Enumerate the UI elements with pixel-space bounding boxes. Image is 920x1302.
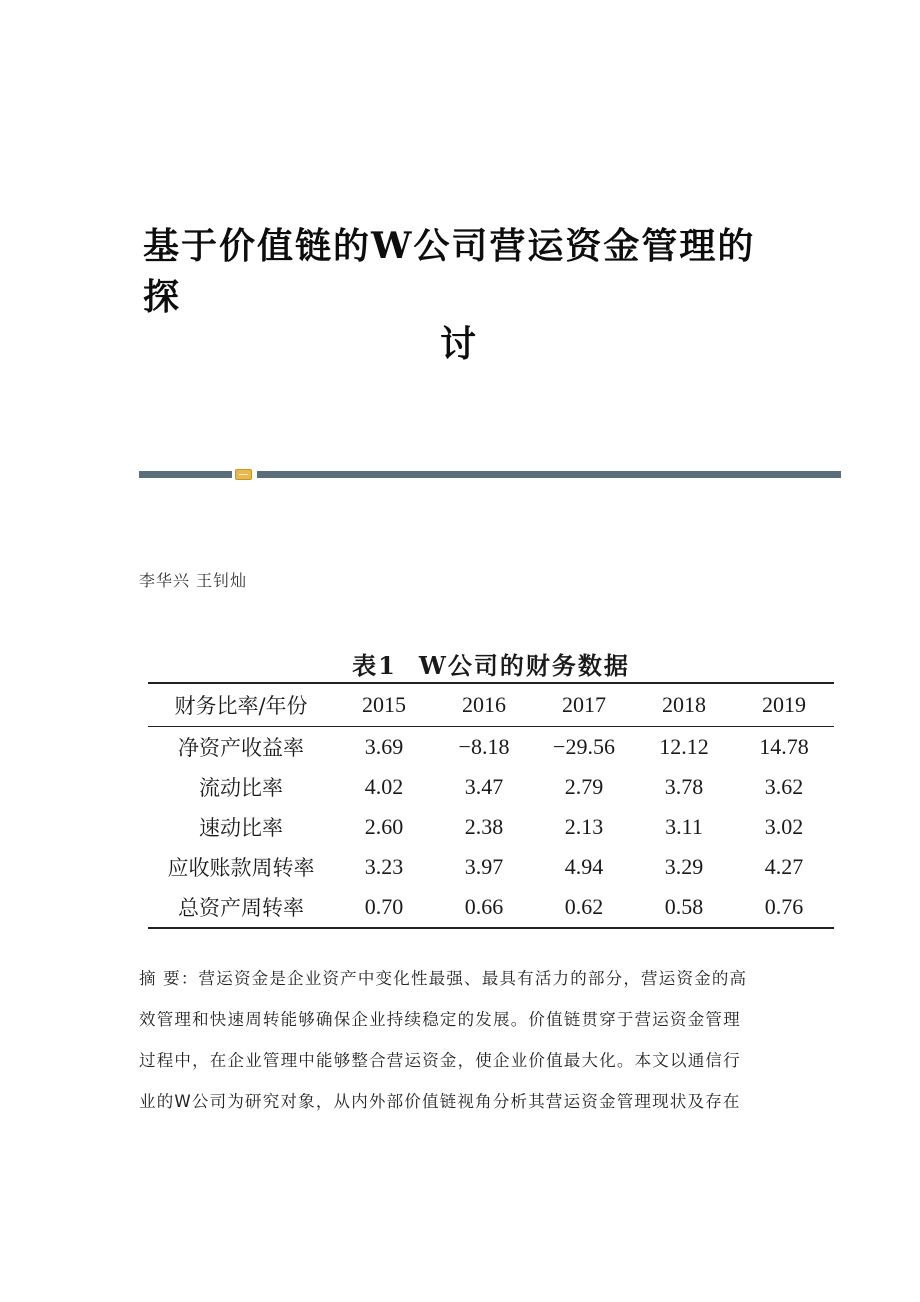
author-list: 李华兴 王钊灿 — [139, 571, 248, 590]
divider-ornament-icon — [235, 469, 252, 480]
table-cell: 12.12 — [659, 734, 709, 759]
table-cell: 2.79 — [564, 774, 604, 799]
financial-data-table — [148, 682, 834, 929]
abstract-line: 过程中，在企业管理中能够整合营运资金，使企业价值最大化。本文以通信行 — [139, 1051, 741, 1070]
table-cell: 4.94 — [564, 854, 604, 879]
table-cell: 3.69 — [364, 734, 404, 759]
table-header-row — [148, 683, 834, 727]
table-cell: 4.27 — [764, 854, 804, 879]
table-caption-label: 表1 — [352, 651, 397, 680]
table-row — [148, 767, 834, 807]
table-cell: 2.38 — [464, 814, 504, 839]
paper-title-line-2: 讨 — [440, 323, 479, 365]
table-row-label: 速动比率 — [199, 816, 283, 840]
table-cell: 0.58 — [664, 894, 704, 919]
table-cell: 3.62 — [764, 774, 804, 799]
table-cell: 3.11 — [665, 814, 703, 839]
table-caption-text: W公司的财务数据 — [418, 651, 630, 680]
table-row — [148, 887, 834, 928]
table-header-cell: 2019 — [762, 692, 806, 717]
table-cell: −8.18 — [458, 734, 510, 759]
abstract-line: 效管理和快速周转能够确保企业持续稳定的发展。价值链贯穿于营运资金管理 — [139, 1010, 741, 1029]
table-row — [148, 807, 834, 847]
table-row-label: 净资产收益率 — [178, 736, 304, 760]
table-row-label: 总资产周转率 — [178, 896, 304, 920]
table-cell: 4.02 — [364, 774, 404, 799]
table-cell: 0.66 — [464, 894, 504, 919]
table-header-cell: 2017 — [562, 692, 606, 717]
table-header-cell: 2015 — [362, 692, 406, 717]
table-cell: 3.47 — [464, 774, 504, 799]
table-cell: 0.62 — [564, 894, 604, 919]
table-cell: −29.56 — [553, 734, 615, 759]
abstract — [139, 964, 779, 1128]
abstract-line: 业的W公司为研究对象，从内外部价值链视角分析其营运资金管理现状及存在 — [139, 1092, 741, 1111]
table-cell: 3.23 — [364, 854, 404, 879]
table-cell: 0.76 — [764, 894, 804, 919]
table-caption — [148, 646, 834, 681]
table-cell: 2.60 — [364, 814, 404, 839]
table-cell: 0.70 — [364, 894, 404, 919]
table-cell: 14.78 — [759, 734, 809, 759]
title-divider-right — [257, 471, 841, 478]
title-divider-left — [139, 471, 232, 478]
table-row-label: 应收账款周转率 — [167, 856, 315, 880]
table-row — [148, 847, 834, 887]
table-header-cell: 2018 — [662, 692, 706, 717]
table-row-label: 流动比率 — [199, 776, 283, 800]
table-header-cell: 2016 — [462, 692, 506, 717]
table-cell: 2.13 — [564, 814, 604, 839]
abstract-line: 摘 要：营运资金是企业资产中变化性最强、最具有活力的部分，营运资金的高 — [139, 969, 748, 988]
table-cell: 3.78 — [664, 774, 704, 799]
paper-title-line-1: 基于价值链的W公司营运资金管理的探 — [143, 225, 756, 318]
table-row — [148, 727, 834, 768]
table-cell: 3.97 — [464, 854, 504, 879]
table-cell: 3.02 — [764, 814, 804, 839]
table-cell: 3.29 — [664, 854, 704, 879]
table-header-cell: 财务比率/年份 — [174, 694, 308, 718]
